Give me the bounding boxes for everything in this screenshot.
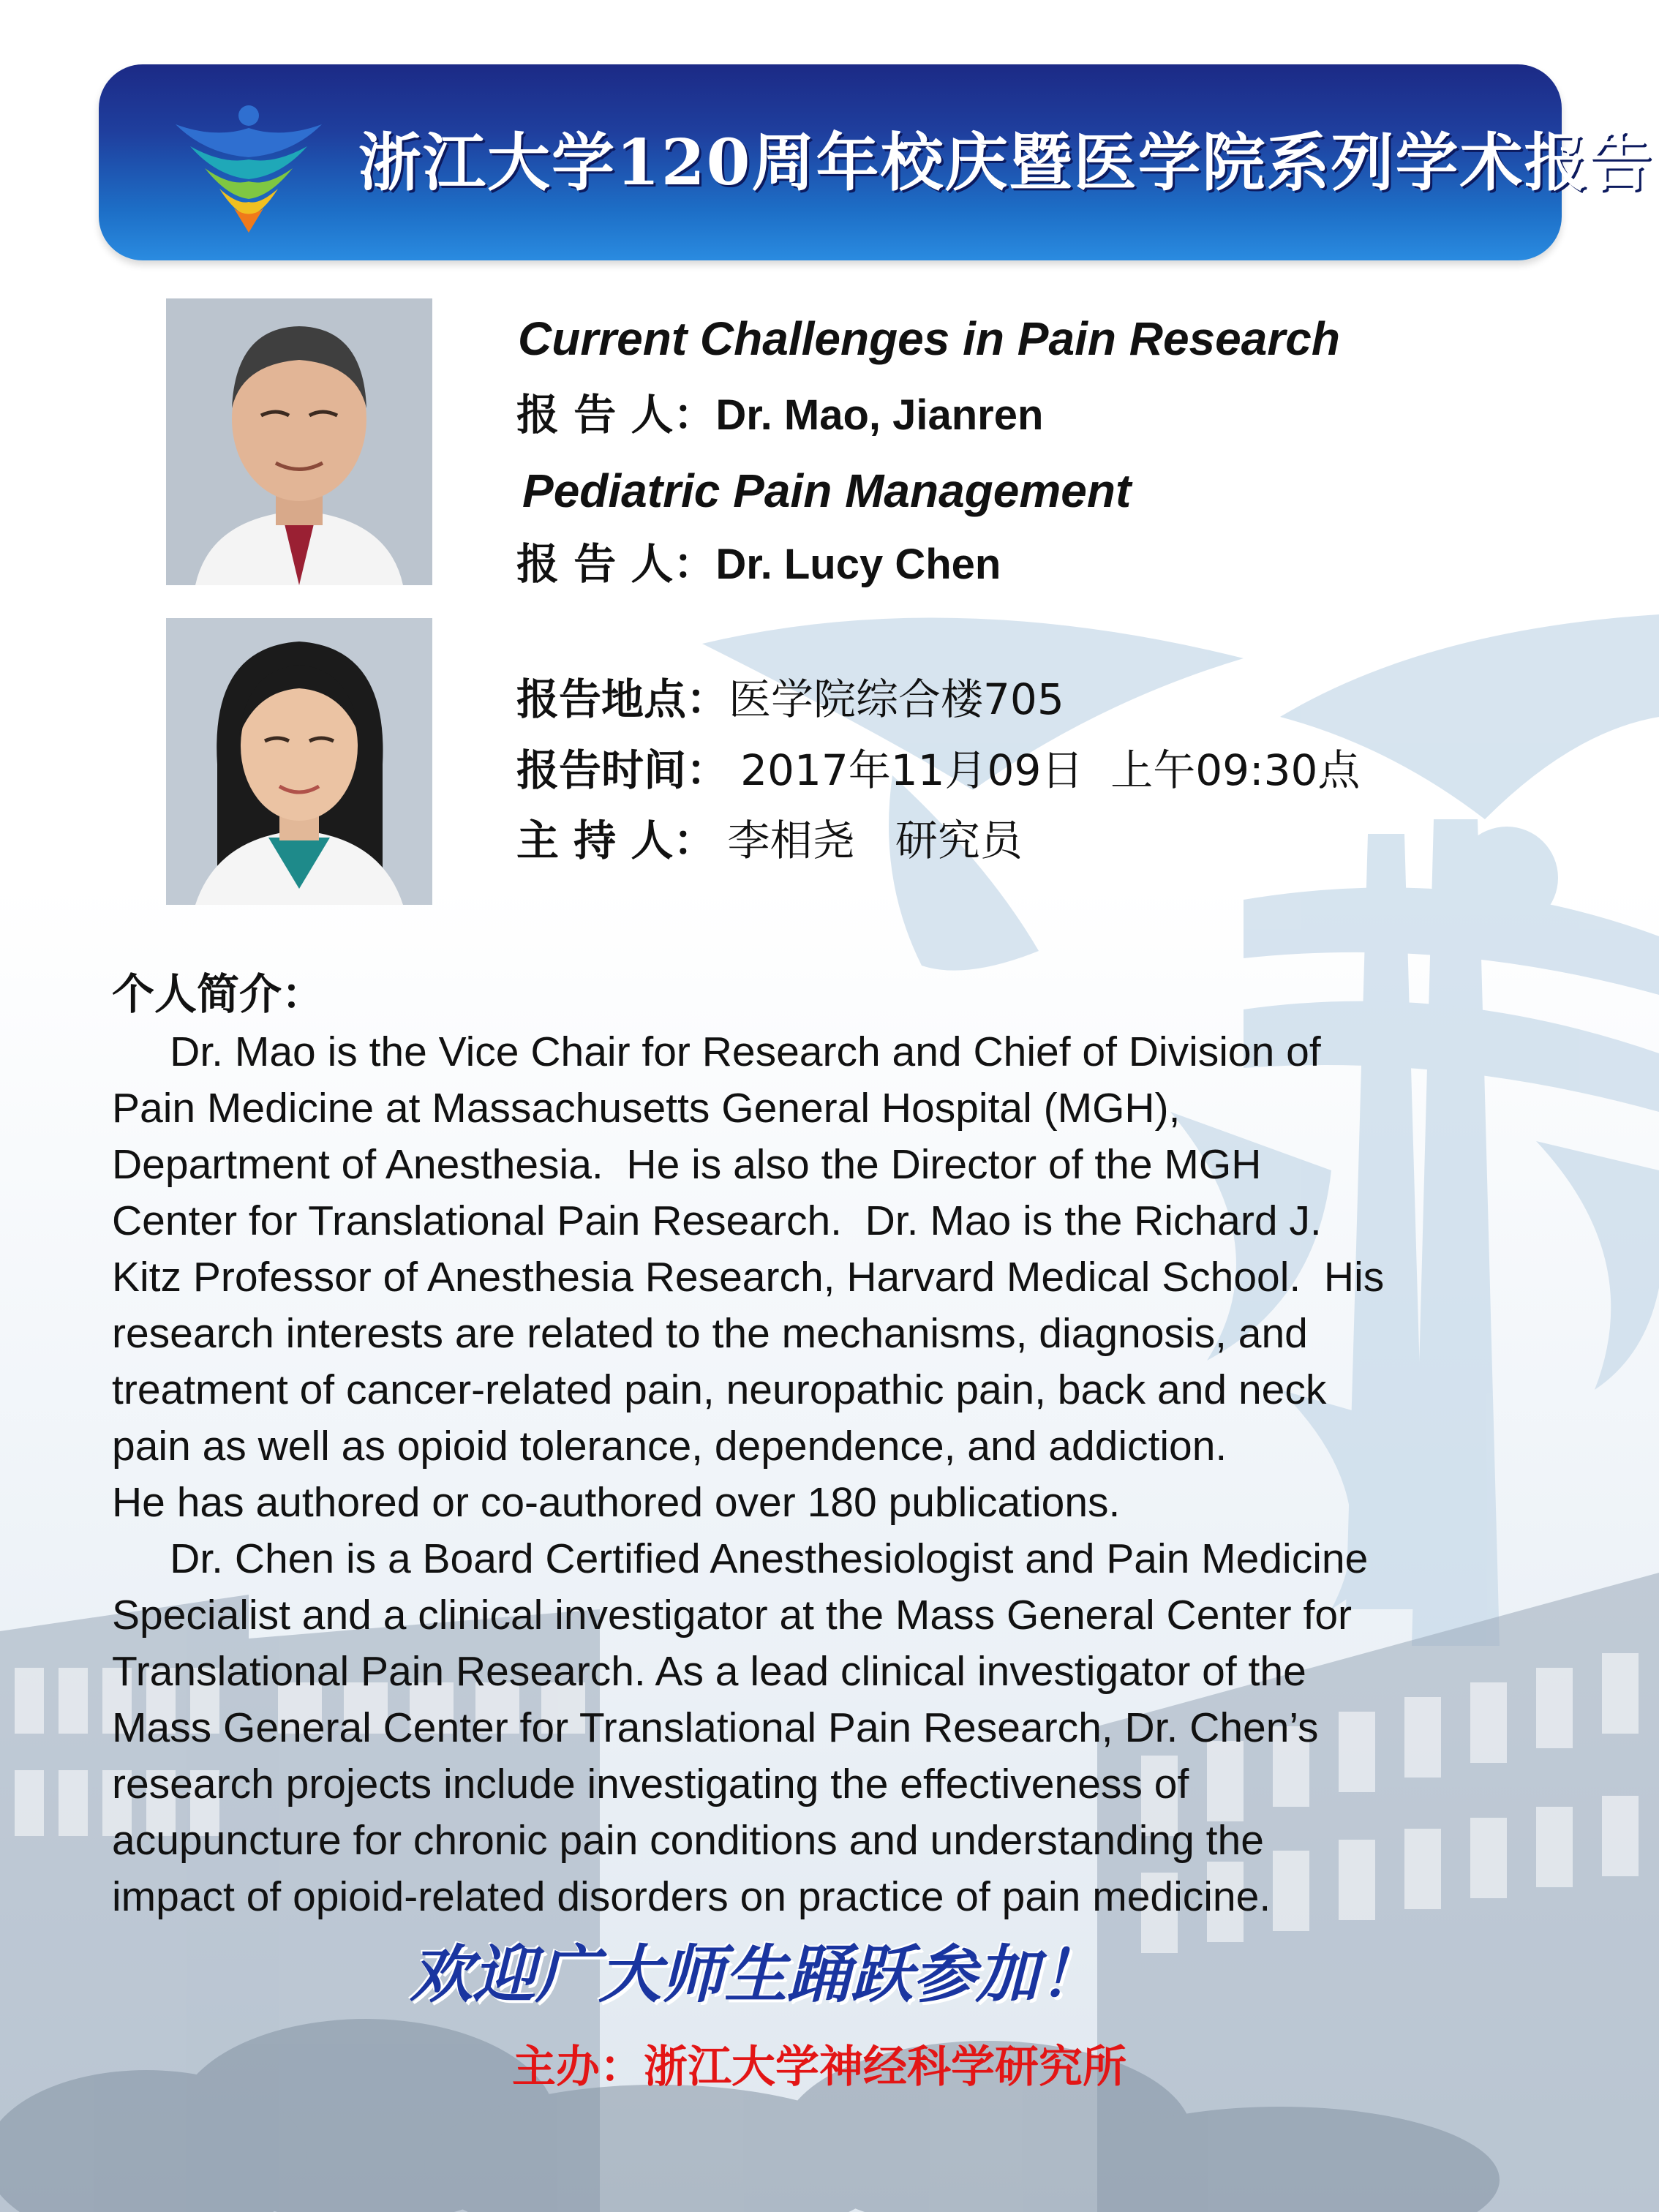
bio-text	[112, 1024, 1597, 1925]
speaker-line-2	[516, 538, 1001, 590]
banner-title: 浙江大学120周年校庆暨医学院系列学术报告	[358, 126, 1653, 200]
bio-line: Dr. Chen is a Board Certified Anesthesiologist and Pain Medicine	[112, 1535, 1369, 1582]
time-value: 2017年11月09日 上午09:30点	[740, 745, 1361, 795]
bio-line: Specialist and a clinical investigator at the Mass General Center for	[112, 1592, 1352, 1639]
host-label: 主 持 人：	[516, 816, 716, 865]
venue-line	[516, 674, 1064, 726]
venue-value: 医学院综合楼705	[729, 674, 1064, 724]
bio-line: pain as well as opioid tolerance, dependence, and addiction.	[112, 1423, 1227, 1470]
speaker-photo-chen	[166, 618, 432, 905]
welcome-slogan: 欢迎广大师生踊跃参加！	[410, 1938, 1102, 2012]
bio-line: research interests are related to the mechanisms, diagnosis, and	[112, 1310, 1308, 1357]
organizer-line: 主办：浙江大学神经科学研究所	[512, 2042, 1126, 2093]
time-label: 报告时间：	[516, 745, 729, 795]
bio-line: Kitz Professor of Anesthesia Research, Harvard Medical School. His	[112, 1254, 1385, 1301]
talk-title-2: Pediatric Pain Management	[522, 464, 1132, 517]
bio-line: Department of Anesthesia. He is also the Director of the MGH	[112, 1141, 1262, 1188]
bio-line: treatment of cancer-related pain, neuropathic pain, back and neck	[112, 1366, 1327, 1413]
speaker-label-1: 报 告 人：	[516, 390, 716, 440]
speaker-name-1: Dr. Mao, Jianren	[715, 391, 1044, 439]
bio-line: He has authored or co-authored over 180 publications.	[112, 1479, 1121, 1526]
host-line	[516, 815, 1023, 867]
speaker-label-2: 报 告 人：	[516, 539, 716, 589]
time-line	[516, 745, 1360, 797]
bio-line: research projects include investigating the effectiveness of	[112, 1761, 1189, 1807]
host-value: 李相尧 研究员	[727, 816, 1023, 865]
eagle-emblem-icon	[172, 95, 326, 234]
bio-line: Mass General Center for Translational Pain Research, Dr. Chen’s	[112, 1704, 1319, 1751]
bio-heading: 个人简介：	[112, 969, 325, 1019]
speaker-name-2: Dr. Lucy Chen	[715, 541, 1001, 588]
speaker-line-1	[516, 389, 1043, 441]
header-banner	[99, 64, 1653, 260]
talk-title-1: Current Challenges in Pain Research	[518, 312, 1340, 365]
venue-label: 报告地点：	[516, 674, 729, 724]
bio-line: Translational Pain Research. As a lead clinical investigator of the	[112, 1648, 1306, 1695]
bio-line: Center for Translational Pain Research. Dr. Mao is the Richard J.	[112, 1197, 1322, 1244]
bio-line: Pain Medicine at Massachusetts General Hospital (MGH),	[112, 1085, 1181, 1132]
bio-line: impact of opioid-related disorders on practice of pain medicine.	[112, 1873, 1271, 1920]
speaker-photo-mao	[166, 298, 432, 585]
bio-line: acupuncture for chronic pain conditions and understanding the	[112, 1817, 1264, 1864]
bio-line: Dr. Mao is the Vice Chair for Research and Chief of Division of	[112, 1028, 1321, 1075]
